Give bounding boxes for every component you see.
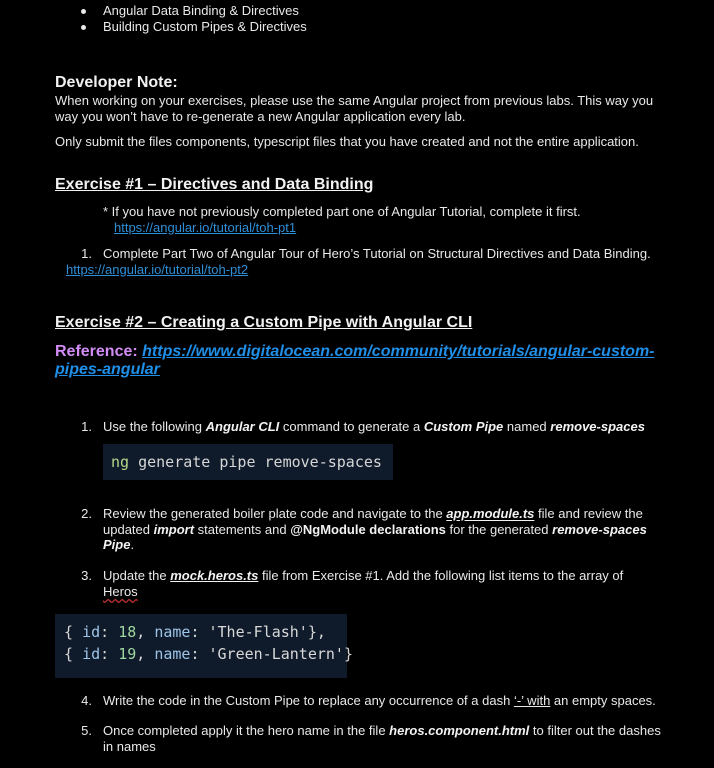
exercise-1-note: * If you have not previously completed part one of Angular Tutorial, complete it first. <box>103 204 581 219</box>
list-number: 2. <box>81 506 92 521</box>
code-line: { id: 18, name: 'The-Flash'}, <box>64 623 326 641</box>
exercise-1-item: Complete Part Two of Angular Tour of Hero’s Tutorial on Structural Directives and Data Binding. <box>103 246 651 261</box>
bullet-item: Angular Data Binding & Directives <box>103 3 299 18</box>
developer-note-text: way you won’t have to re-generate a new Angular application every lab. <box>55 109 466 124</box>
exercise-2-heading: Exercise #2 – Creating a Custom Pipe with Angular CLI <box>55 314 473 331</box>
developer-note-heading: Developer Note: <box>55 74 178 91</box>
bullet-dot <box>81 9 86 14</box>
cli-command-block <box>103 444 393 480</box>
list-number: 1. <box>81 246 92 261</box>
toh-pt1-link[interactable]: https://angular.io/tutorial/toh-pt1 <box>114 220 297 235</box>
step-2-text: Pipe. <box>103 537 135 552</box>
step-5-text: in names <box>103 739 156 754</box>
step-2-text: Review the generated boiler plate code and navigate to the app.module.ts file and review the <box>103 506 643 521</box>
step-5-text: Once completed apply it the hero name in the file heros.component.html to filter out the dashes <box>103 723 661 738</box>
cli-command-args: generate pipe remove-spaces <box>129 453 382 471</box>
list-number: 4. <box>81 693 92 708</box>
heroes-code-block <box>55 614 353 678</box>
code-line: { id: 19, name: 'Green-Lantern'} <box>64 645 353 663</box>
list-number: 1. <box>81 419 92 434</box>
toh-pt2-link[interactable]: https://angular.io/tutorial/toh-pt2 <box>66 262 249 277</box>
reference-label: Reference: <box>55 343 143 360</box>
reference-link[interactable]: pipes-angular <box>55 361 160 378</box>
step-2-text: updated import statements and @NgModule declarations for the generated remove-spaces <box>103 522 647 537</box>
reference-link[interactable]: https://www.digitalocean.com/community/tutorials/angular-custom- <box>142 343 655 360</box>
bullet-dot <box>81 25 86 30</box>
cli-command-ng: ng <box>111 453 130 471</box>
developer-note-text: Only submit the files components, typescript files that you have created and not the entire application. <box>55 134 639 149</box>
developer-note-text: When working on your exercises, please use the same Angular project from previous labs. This way you <box>55 93 654 108</box>
step-3-text: Update the mock.heros.ts file from Exercise #1. Add the following list items to the array of <box>103 568 624 583</box>
bullet-item: Building Custom Pipes & Directives <box>103 19 307 34</box>
exercise-1-heading: Exercise #1 – Directives and Data Binding <box>55 176 374 193</box>
step-3-text: Heros <box>103 584 138 599</box>
step-1-text: Use the following Angular CLI command to generate a Custom Pipe named remove-spaces <box>103 419 645 434</box>
list-number: 3. <box>81 568 92 583</box>
list-number: 5. <box>81 723 92 738</box>
step-4-text: Write the code in the Custom Pipe to replace any occurrence of a dash ‘-’ with an empty spaces. <box>103 693 656 708</box>
reference-line <box>55 343 655 361</box>
